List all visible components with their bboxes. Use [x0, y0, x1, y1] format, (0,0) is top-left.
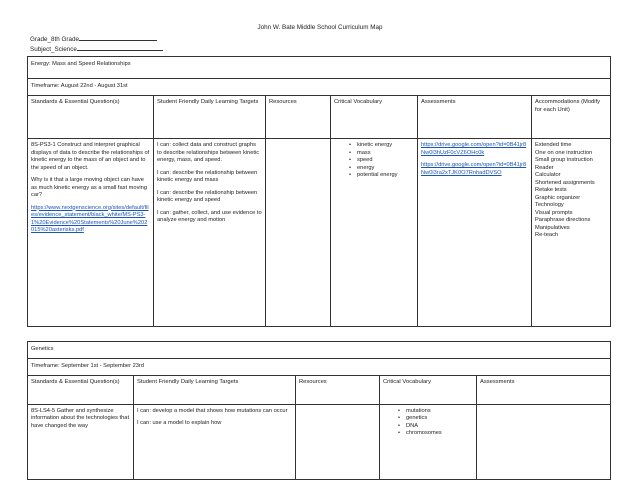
unit1-header-row — [28, 96, 611, 139]
unit1-assessments-cell — [418, 139, 532, 327]
unit1-header-resources: Resources — [266, 96, 331, 139]
accommodation-item: Paraphrase directions — [535, 217, 591, 224]
accommodations-list — [535, 142, 607, 240]
vocab-item: • kinetic energy — [345, 142, 414, 150]
unit1-vocab-list — [345, 142, 414, 180]
unit1-resources-cell — [266, 139, 331, 327]
unit1-target-1: I can: collect data and construct graphs to describe relationships between kinetic energy, mass, and speed. — [157, 142, 260, 164]
vocab-item: • genetics — [394, 415, 473, 423]
accommodation-item: Calculator — [535, 172, 561, 179]
accommodation-item: Technology — [535, 202, 564, 209]
unit2-header-row — [28, 375, 611, 404]
grade-label: Grade_8th Grade — [30, 36, 80, 43]
unit1-header-standards: Standards & Essential Question(s) — [28, 96, 154, 139]
unit2-vocab-cell — [380, 404, 477, 479]
accommodation-item: Visual prompts — [535, 209, 573, 216]
unit2-header-targets: Student Friendly Daily Learning Targets — [134, 375, 296, 404]
unit2-header-resources: Resources — [296, 375, 380, 404]
unit2-topic: Genetics — [28, 342, 611, 359]
unit1-table — [27, 56, 611, 327]
unit1-header-accommodations: Accommodations (Modify for each Unit) — [532, 96, 611, 139]
unit2-timeframe: Timeframe: September 1st - September 23rd — [28, 359, 611, 376]
accommodation-item: Reader — [535, 164, 554, 171]
unit1-targets-cell — [154, 139, 266, 327]
accommodation-item: Shortened assignments — [535, 179, 595, 186]
unit2-header-assessments: Assessments — [477, 375, 611, 404]
unit2-content-row — [28, 404, 611, 479]
vocab-item: • speed — [345, 157, 414, 165]
unit2-header-standards: Standards & Essential Question(s) — [28, 375, 134, 404]
unit1-standard-text: 8S-PS3-1 Construct and interpret graphical displays of data to describe the relationships of kinetic energy to the mass of an object and to the speed of an object. — [31, 142, 150, 171]
subject-underline — [77, 44, 163, 51]
unit2-table — [27, 341, 611, 480]
assessment-link-2[interactable]: https://drive.google.com/open?id=0B41jr8Nw0l3ra2xTJK0O7RnhadDVSO — [421, 162, 527, 176]
vocab-item: • chromosomes — [394, 430, 473, 438]
unit1-timeframe-row — [28, 79, 611, 96]
unit1-header-assessments: Assessments — [418, 96, 532, 139]
unit2-vocab-list — [394, 408, 473, 438]
subject-label: Subject_Science — [30, 46, 77, 53]
accommodation-item: Manipulatives — [535, 224, 570, 231]
unit1-standards-cell — [28, 139, 154, 327]
unit2-assessments-cell — [477, 404, 611, 479]
unit1-content-row — [28, 139, 611, 327]
unit1-accommodations-cell — [532, 139, 611, 327]
subject-field — [30, 44, 163, 54]
unit2-standards-cell: 8S-LS4-5 Gather and synthesize information about the technologies that have changed the way — [28, 404, 134, 479]
unit2-target-2: I can: use a model to explain how — [137, 420, 222, 427]
document-title: John W. Bate Middle School Curriculum Map — [257, 24, 383, 31]
unit1-timeframe: Timeframe: August 22nd - August 31st — [28, 79, 611, 96]
accommodation-item: Extended time — [535, 142, 572, 148]
accommodation-item: One on one instruction — [535, 149, 593, 156]
unit2-targets-cell — [134, 404, 296, 479]
grade-underline — [79, 34, 157, 41]
assessment-link-1[interactable]: https://drive.google.com/open?id=0B41jr8Nw0l3hUzF0cVZ6OHc0k — [421, 142, 527, 156]
unit1-standards-link[interactable]: https://www.nextgenscience.org/sites/default/files/evidence_statement/black_white/MS-PS3-1%20Evidence%20Statements%20June%202015%20asterisks.pdf — [31, 204, 149, 234]
unit1-target-4: I can: gather, collect, and use evidence to analyze energy and motion — [157, 209, 262, 224]
vocab-item: • potential energy — [345, 172, 414, 180]
vocab-item: • mutations — [394, 408, 473, 416]
unit1-header-vocab: Critical Vocabulary — [331, 96, 418, 139]
vocab-item: • mass — [345, 150, 414, 158]
accommodation-item: Graphic organizer — [535, 194, 581, 201]
unit1-target-2: I can: describe the relationship between kinetic energy and mass — [157, 169, 258, 184]
unit2-timeframe-row — [28, 359, 611, 376]
accommodation-item: Small group instruction — [535, 157, 593, 164]
vocab-item: • energy — [345, 165, 414, 173]
unit1-topic-row — [28, 57, 611, 79]
unit2-resources-cell — [296, 404, 380, 479]
accommodation-item: Re-teach — [535, 232, 559, 239]
unit1-vocab-cell — [331, 139, 418, 327]
unit1-target-3: I can: describe the relationship between kinetic energy and speed — [157, 189, 258, 204]
unit1-header-targets: Student Friendly Daily Learning Targets — [154, 96, 266, 139]
unit2-header-vocab: Critical Vocabulary — [380, 375, 477, 404]
grade-field — [30, 34, 157, 44]
unit1-essential-question: Why is it that a large moving object can have as much kinetic energy as a small fast moving car? — [31, 177, 148, 199]
unit2-target-1: I can: develop a model that shows how mutations can occur — [137, 407, 288, 414]
accommodation-item: Retake tests — [535, 187, 567, 194]
unit1-topic: Energy: Mass and Speed Relationships — [28, 57, 611, 79]
vocab-item: • DNA — [394, 423, 473, 431]
unit2-topic-row — [28, 342, 611, 359]
